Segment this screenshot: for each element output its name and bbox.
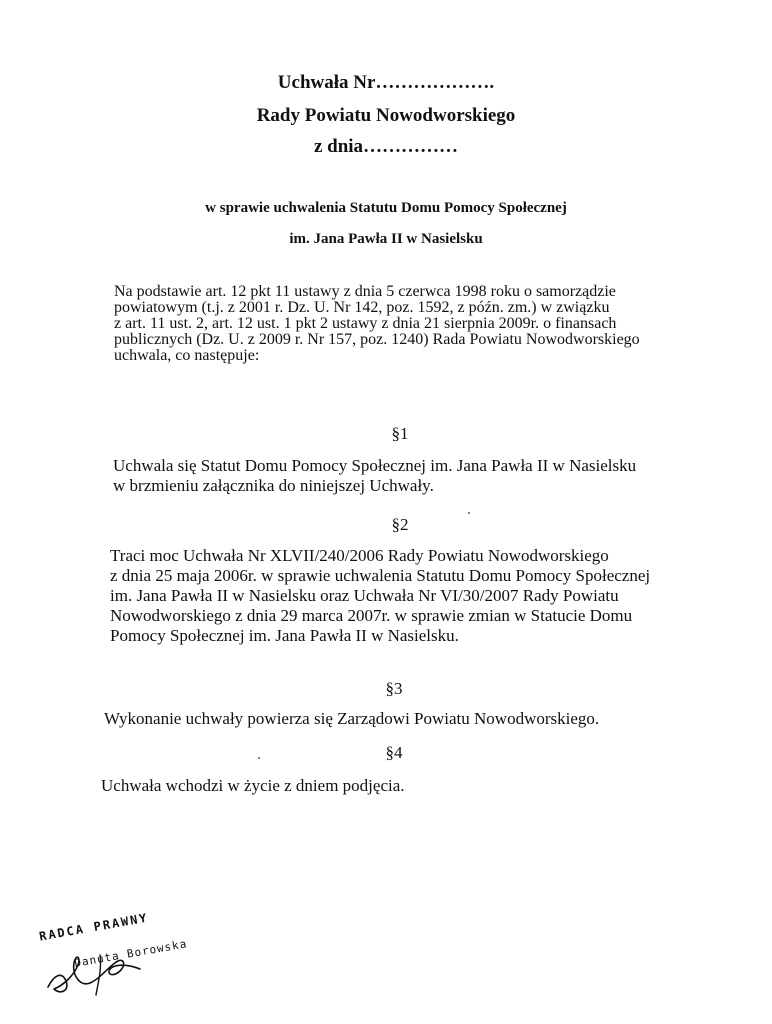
section-4-text — [101, 776, 661, 796]
scan-speck — [258, 757, 260, 759]
section-line: Nowodworskiego z dnia 29 marca 2007r. w sprawie zmian w Statucie Domu — [110, 606, 633, 625]
section-line: Uchwala się Statut Domu Pomocy Społecznej im. Jana Pawła II w Nasielsku — [113, 456, 637, 475]
section-mark: §4 — [385, 743, 403, 762]
section-line: Wykonanie uchwały powierza się Zarządowi Powiatu Nowodworskiego. — [104, 709, 600, 728]
preamble-line: powiatowym (t.j. z 2001 r. Dz. U. Nr 142, poz. 1592, z późn. zm.) w związku — [114, 299, 610, 316]
section-2-text — [110, 546, 658, 646]
section-mark: §2 — [391, 515, 409, 534]
section-line: w brzmieniu załącznika do niniejszej Uchwały. — [113, 476, 434, 495]
section-1-text — [113, 456, 661, 496]
section-line: im. Jana Pawła II w Nasielsku oraz Uchwała Nr VI/30/2007 Rady Powiatu — [110, 586, 619, 605]
section-mark: §1 — [391, 424, 409, 443]
stamp-title: RADCA PRAWNY — [38, 910, 150, 944]
resolution-number: Uchwała Nr………………. — [277, 72, 495, 93]
section-3-text — [104, 709, 664, 729]
section-line: z dnia 25 maja 2006r. w sprawie uchwalenia Statutu Domu Pomocy Społecznej — [110, 566, 651, 585]
section-line: Pomocy Społecznej im. Jana Pawła II w Nasielsku. — [110, 626, 459, 645]
council-name: Rady Powiatu Nowodworskiego — [256, 105, 516, 126]
subject-line-1: w sprawie uchwalenia Statutu Domu Pomocy Społecznej — [205, 200, 567, 216]
section-line: Traci moc Uchwała Nr XLVII/240/2006 Rady Powiatu Nowodworskiego — [110, 546, 609, 565]
subject-line-2: im. Jana Pawła II w Nasielsku — [289, 231, 483, 247]
preamble-line: publicznych (Dz. U. z 2009 r. Nr 157, poz. 1240) Rada Powiatu Nowodworskiego — [114, 331, 640, 348]
preamble — [114, 284, 658, 364]
preamble-line: Na podstawie art. 12 pkt 11 ustawy z dnia 5 czerwca 1998 roku o samorządzie — [114, 283, 616, 300]
scan-speck — [468, 512, 470, 514]
handwritten-signature — [40, 935, 160, 1005]
resolution-date: z dnia…………… — [313, 136, 459, 157]
stamp-name: Danuta Borowska — [73, 937, 189, 970]
section-mark: §3 — [385, 679, 403, 698]
preamble-line: uchwala, co następuje: — [114, 347, 260, 364]
section-line: Uchwała wchodzi w życie z dniem podjęcia. — [101, 776, 405, 795]
preamble-line: z art. 11 ust. 2, art. 12 ust. 1 pkt 2 ustawy z dnia 21 sierpnia 2009r. o finansach — [114, 315, 617, 332]
